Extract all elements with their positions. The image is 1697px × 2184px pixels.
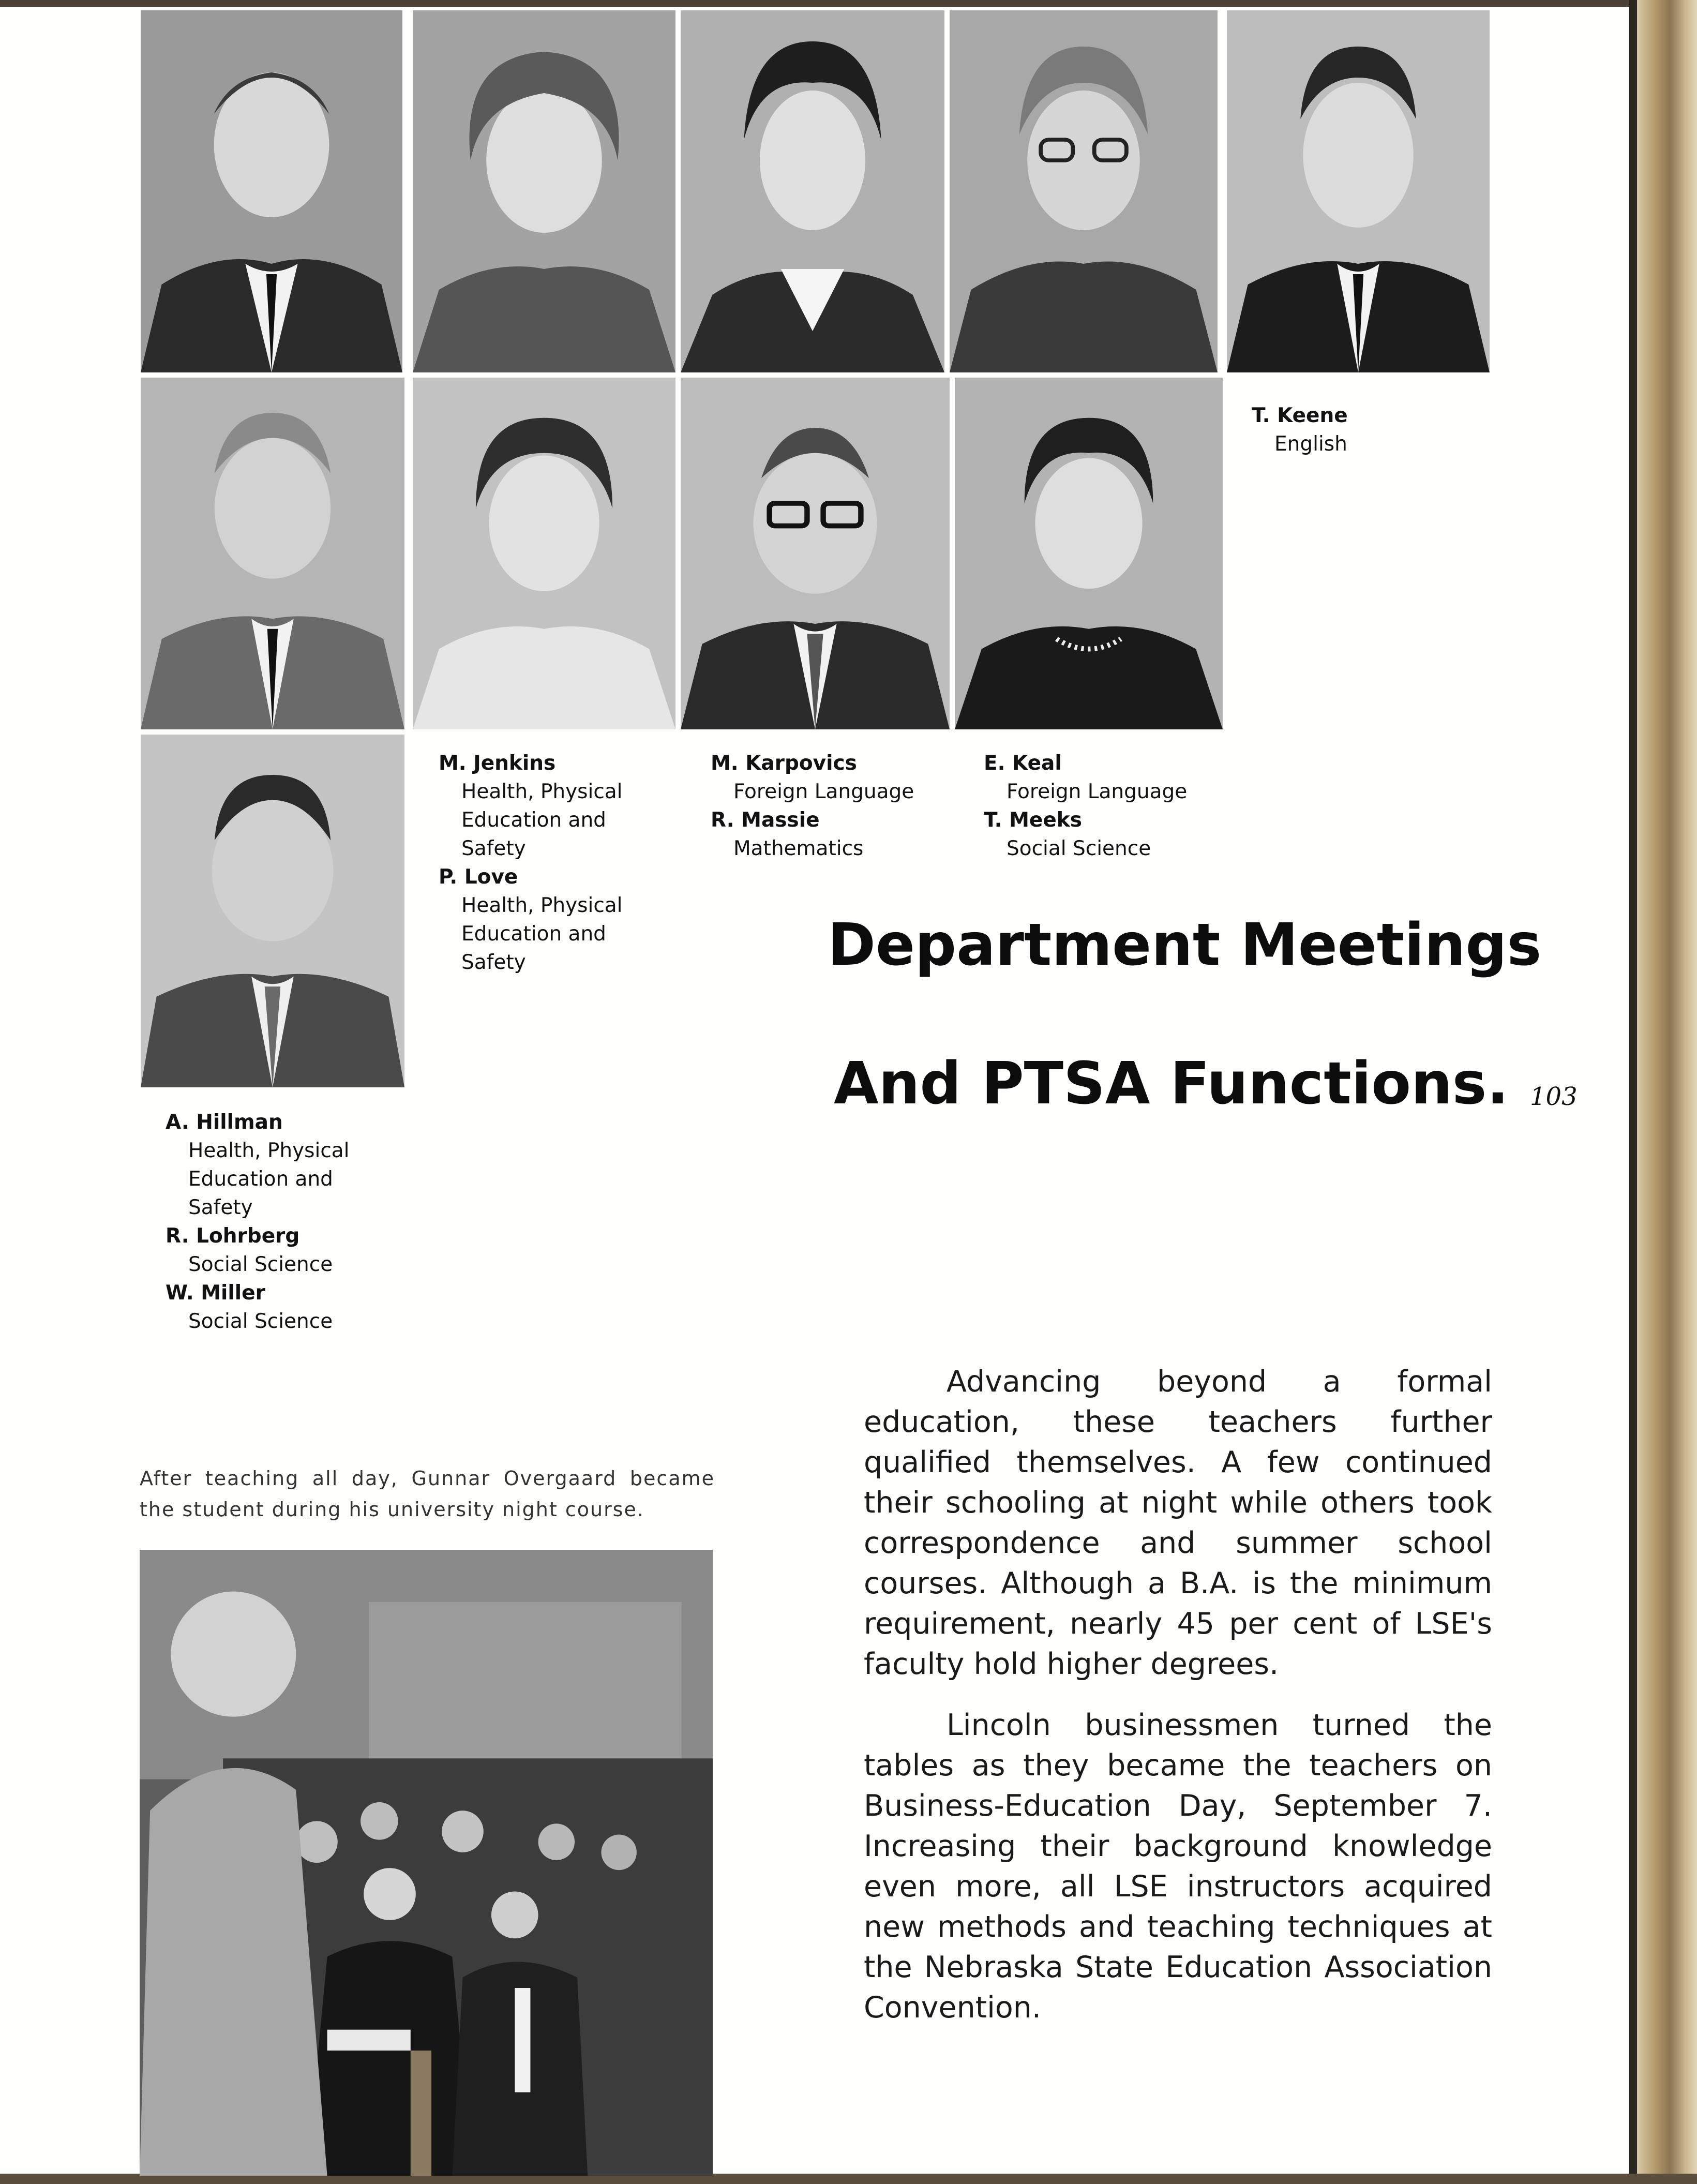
teacher-name: T. Keene [1252, 404, 1348, 427]
page-number: 103 [1530, 1082, 1578, 1111]
teacher-name: M. Karpovics [711, 752, 857, 775]
caption-col3 [711, 749, 980, 863]
teacher-name: T. Meeks [984, 809, 1082, 832]
teacher-name: W. Miller [166, 1281, 265, 1305]
page-right-edge [1637, 0, 1697, 2184]
teacher-name: E. Keal [984, 752, 1062, 775]
portrait-row1-2 [413, 10, 675, 372]
teacher-subject: Health, Physical Education and Safety [188, 1139, 350, 1219]
caption-keene [1252, 401, 1417, 458]
photo-caption: After teaching all day, Gunnar Overgaard became the student during his university night course. [140, 1467, 715, 1521]
portrait-row1-5 [1227, 10, 1490, 372]
teacher-subject: Health, Physical Education and Safety [461, 780, 623, 860]
caption-col1 [166, 1108, 372, 1336]
portrait-row2-3 [681, 378, 950, 729]
teacher-name: P. Love [439, 865, 518, 889]
portrait-row2-2 [413, 378, 675, 729]
teacher-name: A. Hillman [166, 1111, 283, 1134]
teacher-subject: Mathematics [733, 837, 864, 860]
portrait-row3-1 [141, 735, 404, 1087]
caption-col4 [984, 749, 1253, 863]
teacher-subject: Foreign Language [733, 780, 914, 803]
caption-col2 [439, 749, 656, 977]
body-paragraph-1: Advancing beyond a formal education, these teachers further qualified themselves. A few continued their schooling at night while others took correspondence and summer school courses. Although a B.A. is the minimum requirement, nearly 45 per cent of LSE's faculty hold higher degrees. [864, 1365, 1492, 1681]
teacher-subject: Social Science [188, 1253, 333, 1276]
teacher-name: M. Jenkins [439, 752, 556, 775]
portrait-row1-1 [141, 10, 402, 372]
teacher-subject: English [1274, 432, 1347, 456]
portrait-row1-3 [681, 10, 944, 372]
teacher-name: R. Lohrberg [166, 1224, 300, 1248]
headline-line1: Department Meetings [828, 911, 1542, 979]
teacher-subject: Social Science [1007, 837, 1151, 860]
portrait-row2-1 [141, 378, 404, 729]
classroom-photo [140, 1550, 713, 2176]
body-paragraph-2: Lincoln businessmen turned the tables as they became the teachers on Business-Education Day, September 7. Increasing their background knowledge even more, all LSE instructors acquired new methods and teaching techniques at the Nebraska State Education Association Convention. [864, 1708, 1492, 2025]
teacher-subject: Foreign Language [1007, 780, 1188, 803]
page-binding-shadow [1629, 0, 1637, 2184]
headline-line2: And PTSA Functions. [834, 1050, 1509, 1117]
portrait-row1-4 [950, 10, 1218, 372]
page-top-edge [0, 0, 1697, 7]
teacher-subject: Health, Physical Education and Safety [461, 894, 623, 974]
teacher-name: R. Massie [711, 809, 820, 832]
teacher-subject: Social Science [188, 1310, 333, 1333]
portrait-row2-4 [955, 378, 1223, 729]
